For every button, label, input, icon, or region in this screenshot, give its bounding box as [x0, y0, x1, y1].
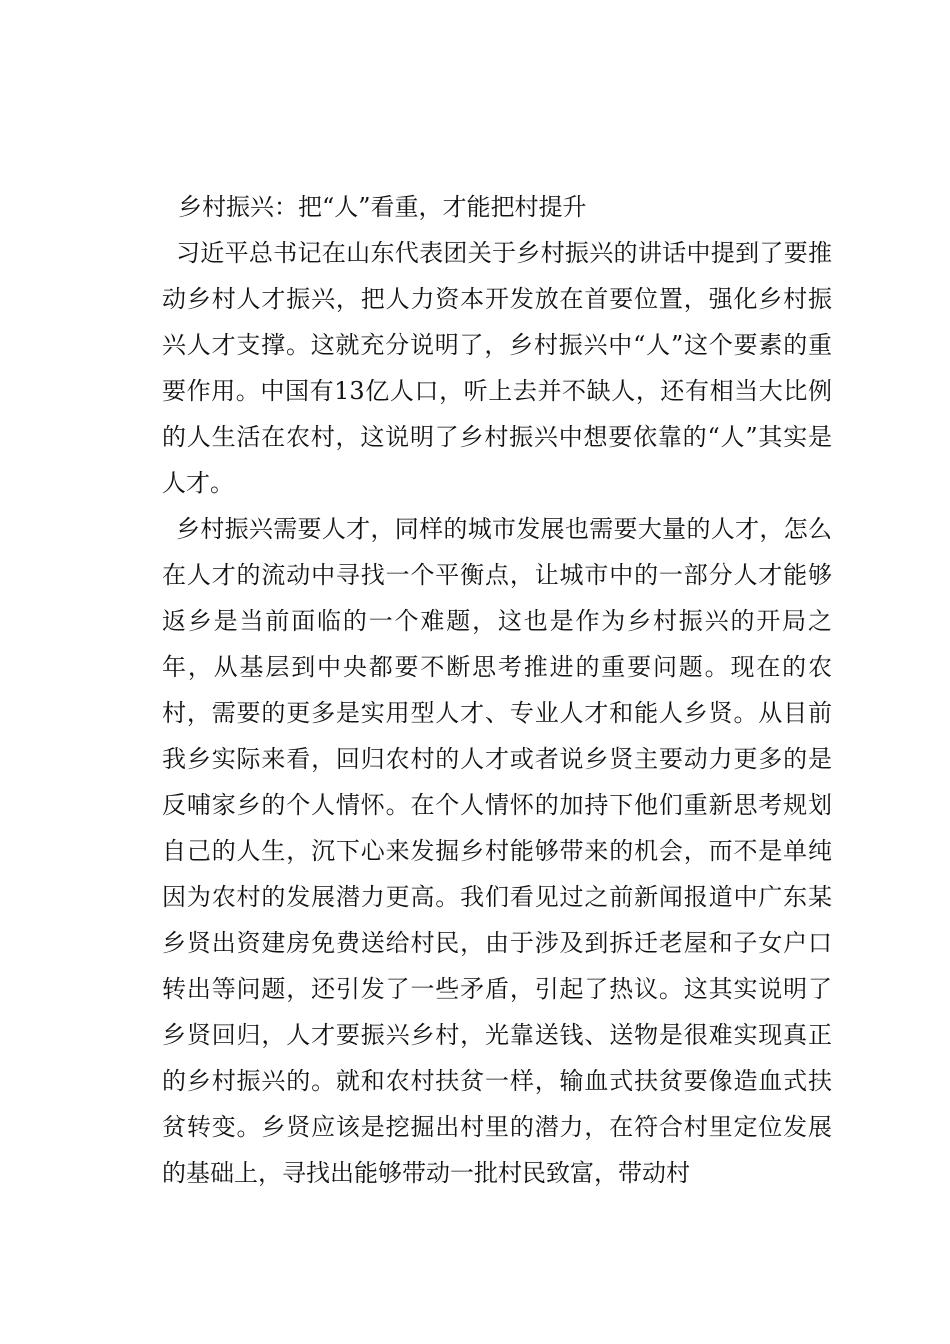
- paragraph-2: 乡村振兴需要人才，同样的城市发展也需要大量的人才，怎么在人才的流动中寻找一个平衡点，让城市中的一部分人才能够返乡是当前面临的一个难题，这也是作为乡村振兴的开局之年，从基层到中央都要不断思考推进的重要问题。现在的农村，需要的更多是实用型人才、专业人才和能人乡贤。从目前我乡实际来看，回归农村的人才或者说乡贤主要动力更多的是反哺家乡的个人情怀。在个人情怀的加持下他们重新思考规划自己的人生，沉下心来发掘乡村能够带来的机会，而不是单纯因为农村的发展潜力更高。我们看见过之前新闻报道中广东某乡贤出资建房免费送给村民，由于涉及到拆迁老屋和子女户口转出等问题，还引发了一些矛盾，引起了热议。这其实说明了乡贤回归，人才要振兴乡村，光靠送钱、送物是很难实现真正的乡村振兴的。就和农村扶贫一样，输血式扶贫要像造血式扶贫转变。乡贤应该是挖掘出村里的潜力，在符合村里定位发展的基础上，寻找出能够带动一批村民致富，带动村: [162, 515, 832, 1187]
- document-body: [162, 184, 832, 1196]
- document-title: 乡村振兴：把“人”看重，才能把村提升: [178, 193, 587, 221]
- paragraph-1: 习近平总书记在山东代表团关于乡村振兴的讲话中提到了要推动乡村人才振兴，把人力资本开发放在首要位置，强化乡村振兴人才支撑。这就充分说明了，乡村振兴中“人”这个要素的重要作用。中国有13亿人口，听上去并不缺人，还有相当大比例的人生活在农村，这说明了乡村振兴中想要依靠的“人”其实是人才。: [162, 239, 832, 497]
